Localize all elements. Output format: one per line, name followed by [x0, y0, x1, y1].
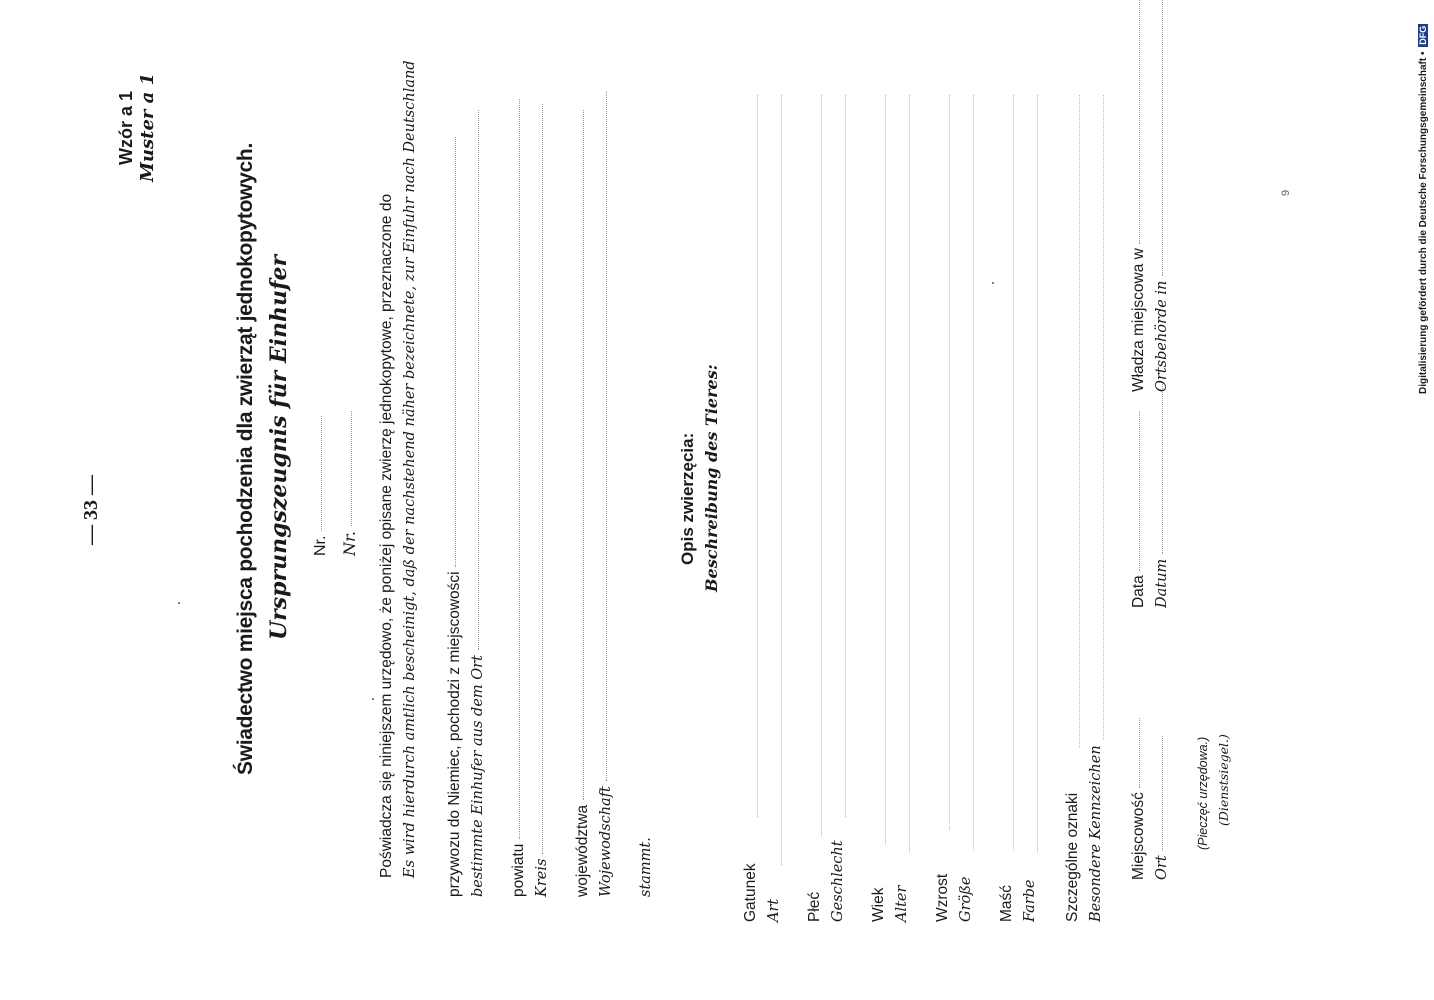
district-de-label: Kreis	[534, 858, 550, 897]
intro-pl: Poświadcza się niniejszem urzędowo, że poniżej opisane zwierzę jednokopytowe, przeznaczone do	[378, 193, 395, 878]
dfg-logo: DFG	[1418, 25, 1428, 45]
authority-pl-blank	[1138, 0, 1140, 244]
field-color-de: Farbe	[1022, 879, 1038, 922]
date-pl-blank	[1138, 411, 1140, 571]
place-pl-label: Miejscowość	[1130, 792, 1147, 880]
field-height-pl-blank	[949, 95, 950, 830]
field-color-pl: Maść	[998, 884, 1015, 922]
scan-speck	[178, 602, 180, 604]
origin-de	[470, 110, 486, 897]
authority-de-label: Ortsbehörde in	[1154, 280, 1170, 392]
description-heading-pl: Opis zwierzęcia:	[678, 432, 697, 565]
date-de-label: Datum	[1154, 558, 1170, 608]
origin-pl	[446, 137, 464, 897]
province-de-label: Wojewodschaft	[598, 786, 614, 897]
form-id-de: Muster a 1	[137, 72, 158, 182]
place-de	[1154, 736, 1170, 880]
field-height-de-blank	[973, 95, 974, 850]
digitization-note-text: Digitalisierung gefördert durch die Deutsche Forschungsgemeinschaft •	[1418, 51, 1429, 394]
place-de-blank	[1161, 736, 1163, 851]
place-pl	[1130, 718, 1148, 880]
district-pl-label: powiatu	[510, 843, 527, 897]
field-height-pl: Wzrost	[934, 873, 951, 922]
authority-pl-label: Władza miejscowa w	[1130, 248, 1147, 392]
field-sex-de-blank	[845, 95, 846, 817]
description-heading-de: Beschreibung des Tieres:	[702, 364, 721, 592]
nr-de	[340, 411, 359, 556]
field-age-pl-blank	[885, 95, 886, 845]
field-marks-pl: Szczególne oznaki	[1064, 792, 1081, 922]
field-species-de-blank	[781, 95, 782, 865]
field-age-de: Alter	[894, 885, 910, 922]
nr-pl-blank	[320, 416, 322, 531]
field-age-de-blank	[909, 95, 910, 853]
nr-pl-label: Nr.	[312, 535, 329, 556]
province-pl	[574, 111, 592, 898]
intro-de: Es wird hierdurch amtlich bescheinigt, daß der nachstehend näher bezeichnete, zur Einfuhr nach Deutschland	[402, 60, 418, 878]
field-species-pl-blank	[757, 95, 758, 817]
date-pl	[1130, 411, 1148, 608]
authority-pl	[1130, 0, 1148, 392]
field-species-pl: Gatunek	[742, 863, 759, 922]
origin-de-label: bestimmte Einhufer aus dem Ort	[470, 655, 486, 897]
district-de-blank	[541, 104, 543, 854]
date-de-blank	[1161, 384, 1163, 554]
scan-speck	[372, 698, 374, 700]
field-species-de: Art	[766, 898, 782, 922]
district-de	[534, 104, 550, 897]
nr-pl	[312, 416, 330, 556]
scan-speck	[992, 282, 994, 284]
field-sex-pl: Płeć	[806, 891, 823, 922]
province-de-blank	[605, 92, 607, 782]
origin-pl-label: przywozu do Niemiec, pochodzi z miejscowości	[446, 571, 463, 897]
field-marks-de: Besondere Kennzeichen	[1088, 745, 1104, 922]
province-de	[598, 92, 614, 898]
field-age-pl: Wiek	[870, 887, 887, 922]
field-marks-pl-blank	[1079, 95, 1080, 748]
field-color-pl-blank	[1013, 95, 1014, 850]
field-color-de-blank	[1037, 95, 1038, 853]
field-sex-de: Geschlecht	[830, 840, 846, 922]
title-pl: Świadectwo miejsca pochodzenia dla zwierząt jednokopytowych.	[234, 143, 257, 775]
nr-de-blank	[350, 411, 352, 526]
date-pl-label: Data	[1130, 575, 1147, 608]
field-marks-de-blank	[1103, 95, 1104, 740]
authority-de-blank	[1161, 0, 1163, 276]
authority-de	[1154, 0, 1170, 392]
province-pl-blank	[582, 111, 584, 801]
place-de-label: Ort	[1154, 855, 1170, 880]
stammt-text: stammt.	[638, 837, 654, 897]
nr-de-label: Nr.	[340, 531, 359, 556]
seal-de: (Dienstsiegel.)	[1216, 734, 1231, 826]
page-number: — 33 —	[80, 475, 102, 545]
province-pl-label: województwa	[574, 804, 591, 897]
district-pl	[510, 99, 528, 897]
date-de	[1154, 384, 1170, 608]
footer-mark: 9	[1280, 189, 1292, 196]
origin-de-blank	[477, 110, 479, 650]
title-de: Ursprungszeugnis für Einhufer	[266, 254, 292, 640]
digitization-note	[1418, 24, 1429, 394]
place-pl-blank	[1138, 718, 1140, 788]
form-id-pl: Wzór a 1	[116, 90, 136, 165]
field-height-de: Größe	[958, 876, 974, 922]
seal-pl: (Pieczęć urzędowa.)	[1196, 736, 1210, 850]
field-sex-pl-blank	[821, 95, 822, 837]
district-pl-blank	[518, 99, 520, 839]
origin-pl-blank	[454, 137, 456, 567]
